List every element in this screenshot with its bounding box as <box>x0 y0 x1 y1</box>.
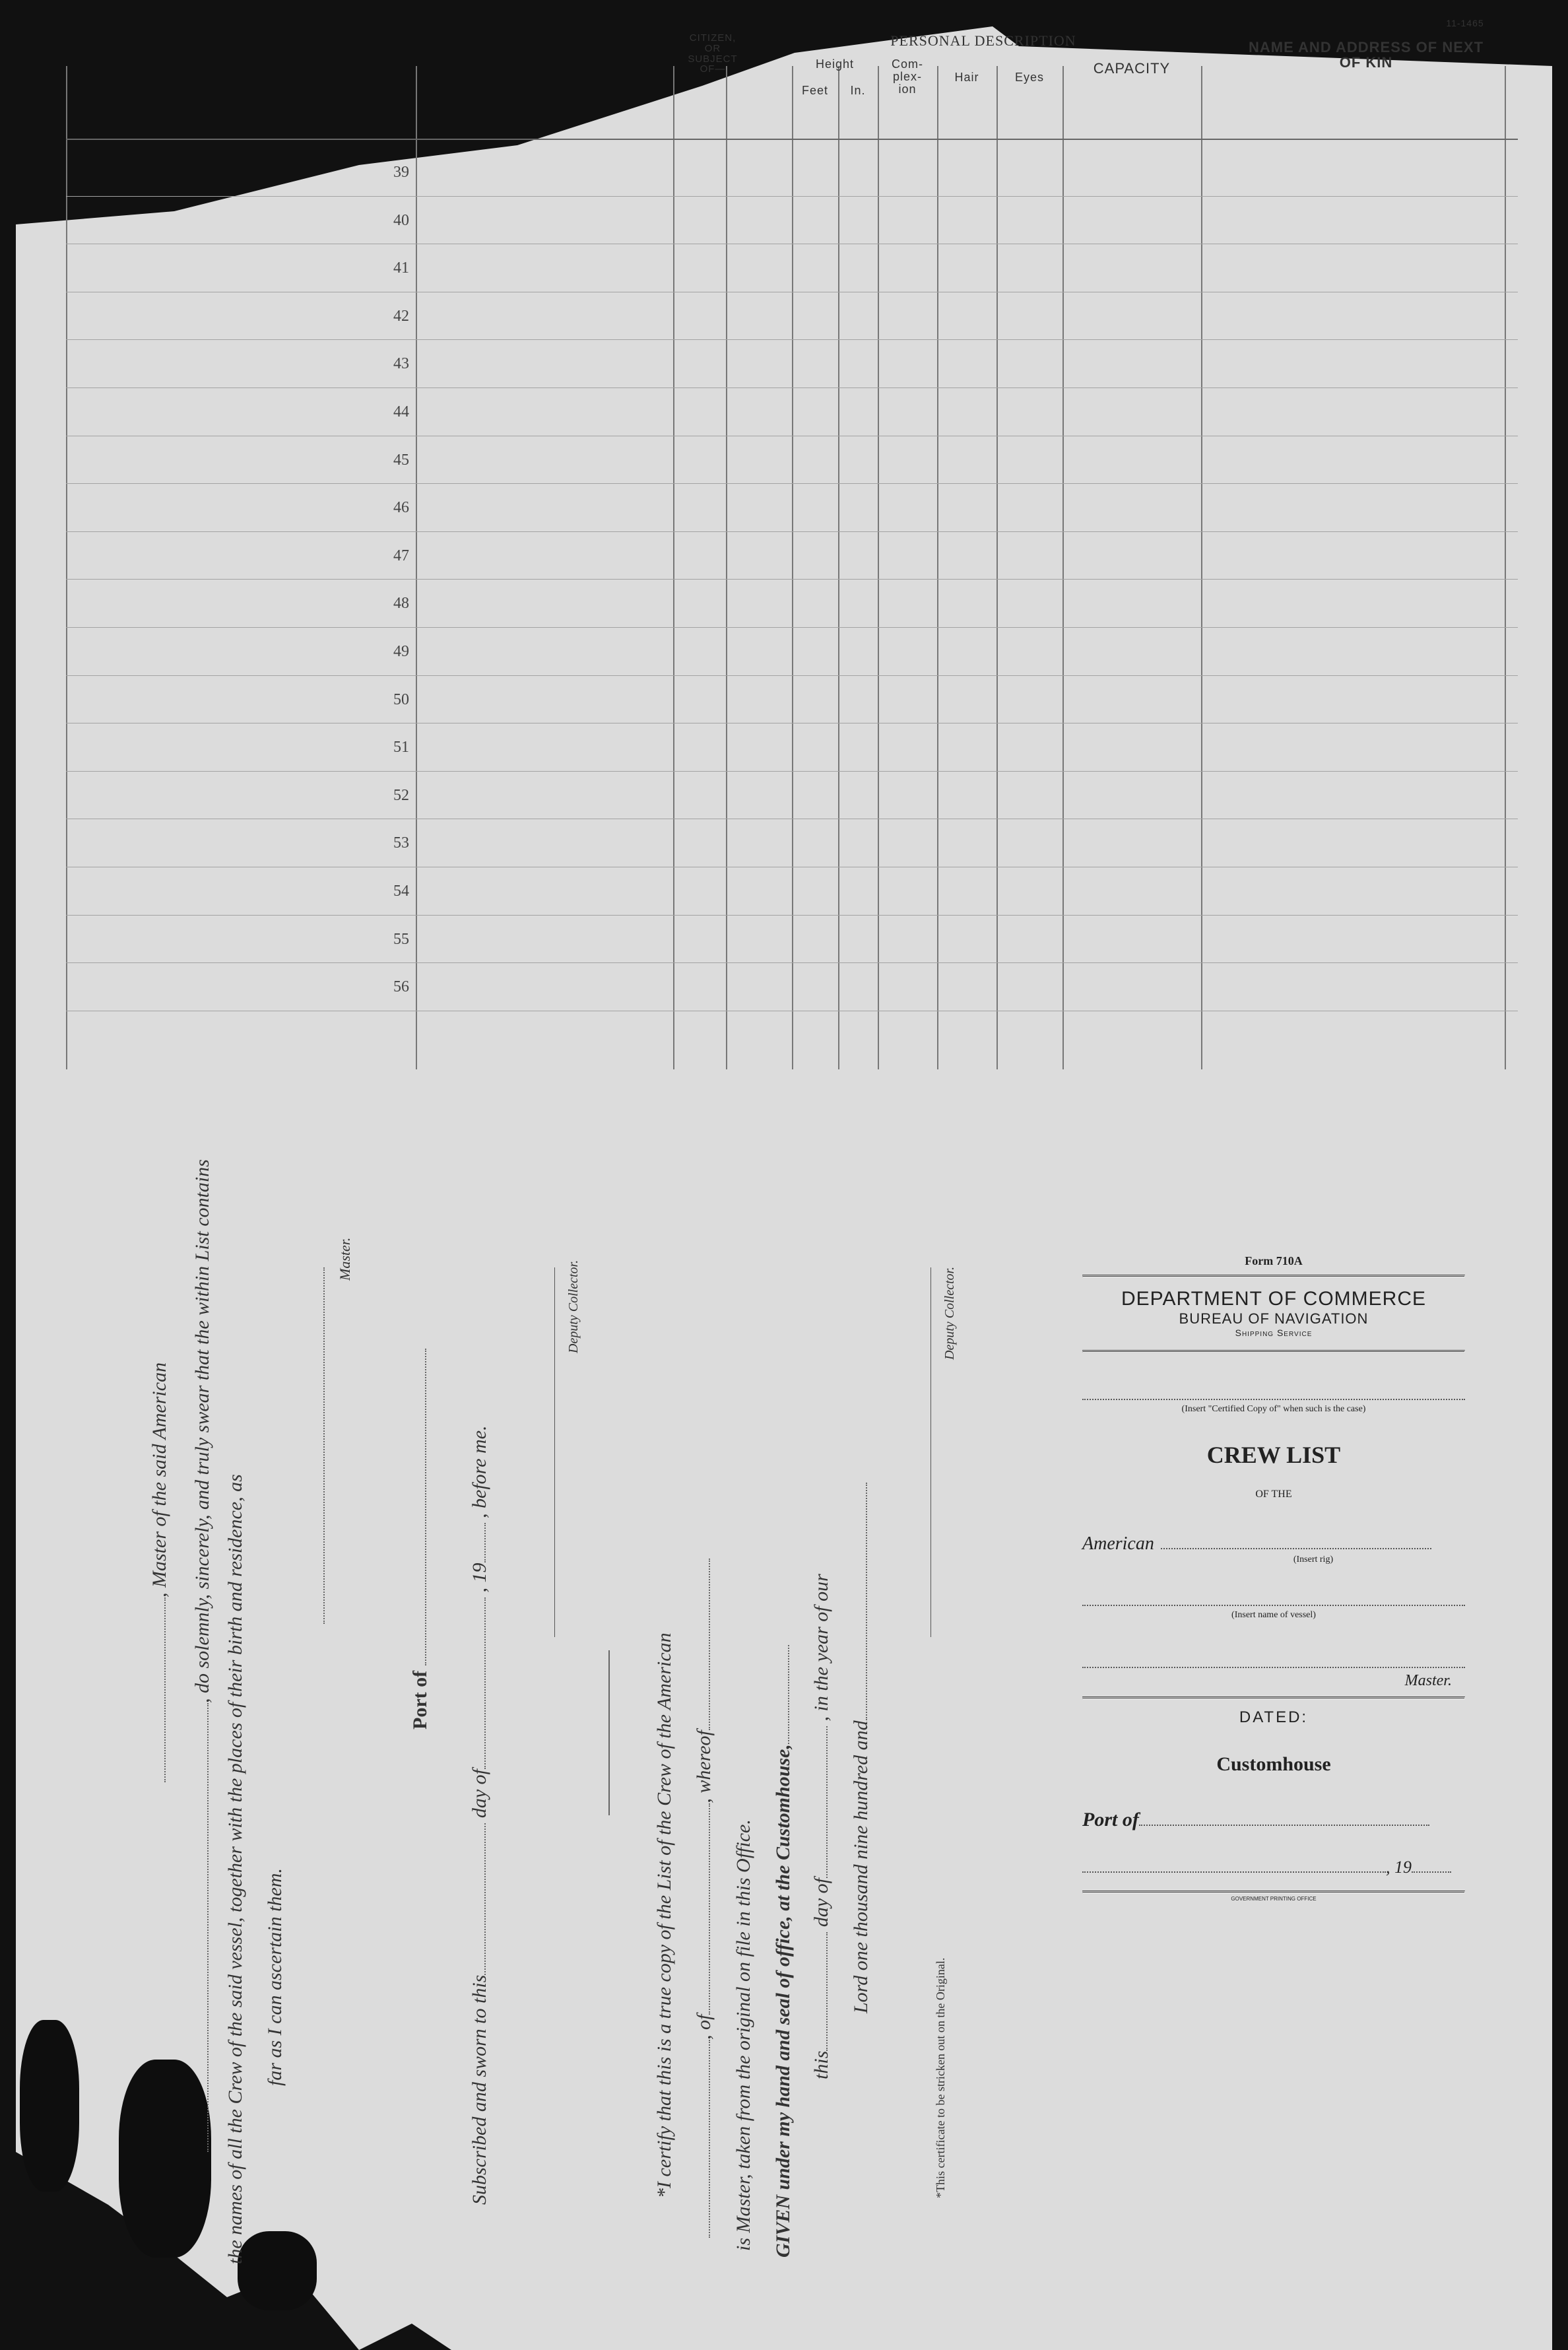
certificate-footnote: *This certificate to be stricken out on the Original. <box>934 1957 947 2198</box>
before-me-text: , before me. <box>469 1425 490 1518</box>
row-rule <box>66 196 1518 197</box>
department-title: DEPARTMENT OF COMMERCE <box>1121 1288 1427 1310</box>
row-rule <box>66 387 1518 388</box>
subscribed-text: Subscribed and sworn to this <box>469 1974 490 2205</box>
cert-day-of-text: day of <box>810 1877 832 1928</box>
header-citizen: CITIZEN, OR SUBJECT OF— <box>688 32 738 75</box>
printer-label: GOVERNMENT PRINTING OFFICE <box>1231 1896 1317 1902</box>
row-rule <box>66 915 1518 916</box>
row-number: 48 <box>393 595 409 613</box>
oath-line3: the names of all the Crew of the said vessel, together with the places of their birth and residence, as <box>224 1474 246 2264</box>
row-number: 44 <box>393 403 409 420</box>
certificate-line1: *I certify that this is a true copy of the List of the Crew of the American <box>653 1632 675 2198</box>
master-signature-label: Master. <box>337 1237 353 1281</box>
row-number: 41 <box>393 259 409 277</box>
row-number: 51 <box>393 739 409 756</box>
customhouse-label: Customhouse <box>1216 1753 1331 1775</box>
divider-short <box>608 1650 610 1815</box>
deputy-label-1: Deputy Collector. <box>566 1259 581 1353</box>
port-of-label <box>409 1349 432 1729</box>
row-number: 50 <box>393 690 409 708</box>
subscribed-line <box>469 1425 491 2205</box>
row-rule <box>66 771 1518 772</box>
cert-in-year-text: , in the year of our <box>810 1574 832 1722</box>
oath-line2 <box>191 1159 214 2152</box>
cert-lord-text: Lord one thousand nine hundred and <box>850 1720 872 2013</box>
row-rule <box>66 483 1518 484</box>
cert-given-text: GIVEN under my hand and seal of office, at the Customhouse, <box>772 1744 794 2258</box>
header-hair: Hair <box>954 71 979 84</box>
cover-port-of: Port of <box>1082 1809 1139 1830</box>
row-number: 43 <box>393 355 409 373</box>
cert-whereof-text: , whereof <box>693 1730 715 1803</box>
certificate-line2 <box>693 1559 715 2238</box>
oath-line4: far as I can ascertain them. <box>264 1868 286 2086</box>
header-next-of-kin: NAME AND ADDRESS OF NEXT OF KIN <box>1248 39 1484 71</box>
header-inches: In. <box>850 84 866 97</box>
port-of-line <box>1082 1809 1465 1831</box>
tear-stain <box>238 2231 317 2310</box>
master-label: Master. <box>1404 1672 1452 1689</box>
form-number: Form 710A <box>1245 1254 1303 1267</box>
tear-stain <box>20 2020 79 2192</box>
year-text: , 19 <box>469 1562 490 1593</box>
form-code: 11-1465 <box>1446 18 1484 28</box>
row-number: 39 <box>393 164 409 181</box>
insert-certified-note: (Insert "Certified Copy of" when such is the case) <box>1181 1404 1366 1414</box>
dated-label: DATED: <box>1239 1708 1309 1726</box>
crew-table <box>66 18 1518 1069</box>
certificate-line4 <box>772 1645 795 2258</box>
certificate-line5 <box>810 1574 833 2079</box>
master-signature-line <box>323 1267 325 1624</box>
header-feet: Feet <box>801 84 829 97</box>
date-line <box>1082 1858 1465 1877</box>
row-rule <box>66 531 1518 532</box>
cert-of-text: , of <box>693 2014 715 2040</box>
cover-year: , 19 <box>1386 1858 1412 1877</box>
row-number: 46 <box>393 499 409 517</box>
row-number: 40 <box>393 211 409 229</box>
oath-line1-text: , Master of the said American <box>148 1362 170 1597</box>
header-eyes: Eyes <box>1014 71 1045 84</box>
header-personal-description: PERSONAL DESCRIPTION <box>890 32 1076 49</box>
insert-vessel-note: (Insert name of vessel) <box>1231 1610 1316 1620</box>
oath-line1 <box>148 1362 171 1782</box>
crew-list-title: CREW LIST <box>1206 1442 1341 1468</box>
american-label: American <box>1082 1533 1154 1554</box>
header-capacity: CAPACITY <box>1093 60 1171 77</box>
cert-this-text: this <box>810 2050 832 2079</box>
cover-panel <box>1082 1254 1465 1902</box>
row-rule <box>66 579 1518 580</box>
oath-line2-text: , do solemnly, sincerely, and truly swear that the within List contains <box>191 1159 213 1703</box>
deputy-signature-line <box>554 1267 555 1637</box>
header-height: Height <box>815 57 855 71</box>
bureau-title: BUREAU OF NAVIGATION <box>1179 1310 1369 1327</box>
row-number: 45 <box>393 451 409 469</box>
header-rule <box>66 139 1518 140</box>
row-rule <box>66 962 1518 963</box>
row-number: 55 <box>393 930 409 948</box>
certificate-line3: is Master, taken from the original on file in this Office. <box>733 1819 754 2251</box>
deputy-label-2: Deputy Collector. <box>942 1266 957 1360</box>
rig-line <box>1082 1533 1465 1555</box>
row-number: 54 <box>393 883 409 900</box>
row-rule <box>66 627 1518 628</box>
of-the-label: OF THE <box>1255 1489 1292 1500</box>
day-of-text: day of <box>469 1768 490 1819</box>
row-number: 42 <box>393 307 409 325</box>
row-rule <box>66 675 1518 676</box>
insert-rig-note: (Insert rig) <box>1293 1555 1334 1564</box>
certificate-line6 <box>850 1483 872 2013</box>
service-title: Shipping Service <box>1235 1327 1313 1338</box>
row-number: 56 <box>393 978 409 996</box>
port-of-text: Port of <box>409 1670 431 1729</box>
row-rule <box>66 339 1518 340</box>
header-complexion: Com- plex- ion <box>892 57 923 96</box>
row-number: 47 <box>393 547 409 564</box>
row-number: 52 <box>393 786 409 804</box>
row-number: 49 <box>393 643 409 660</box>
row-number: 53 <box>393 834 409 852</box>
